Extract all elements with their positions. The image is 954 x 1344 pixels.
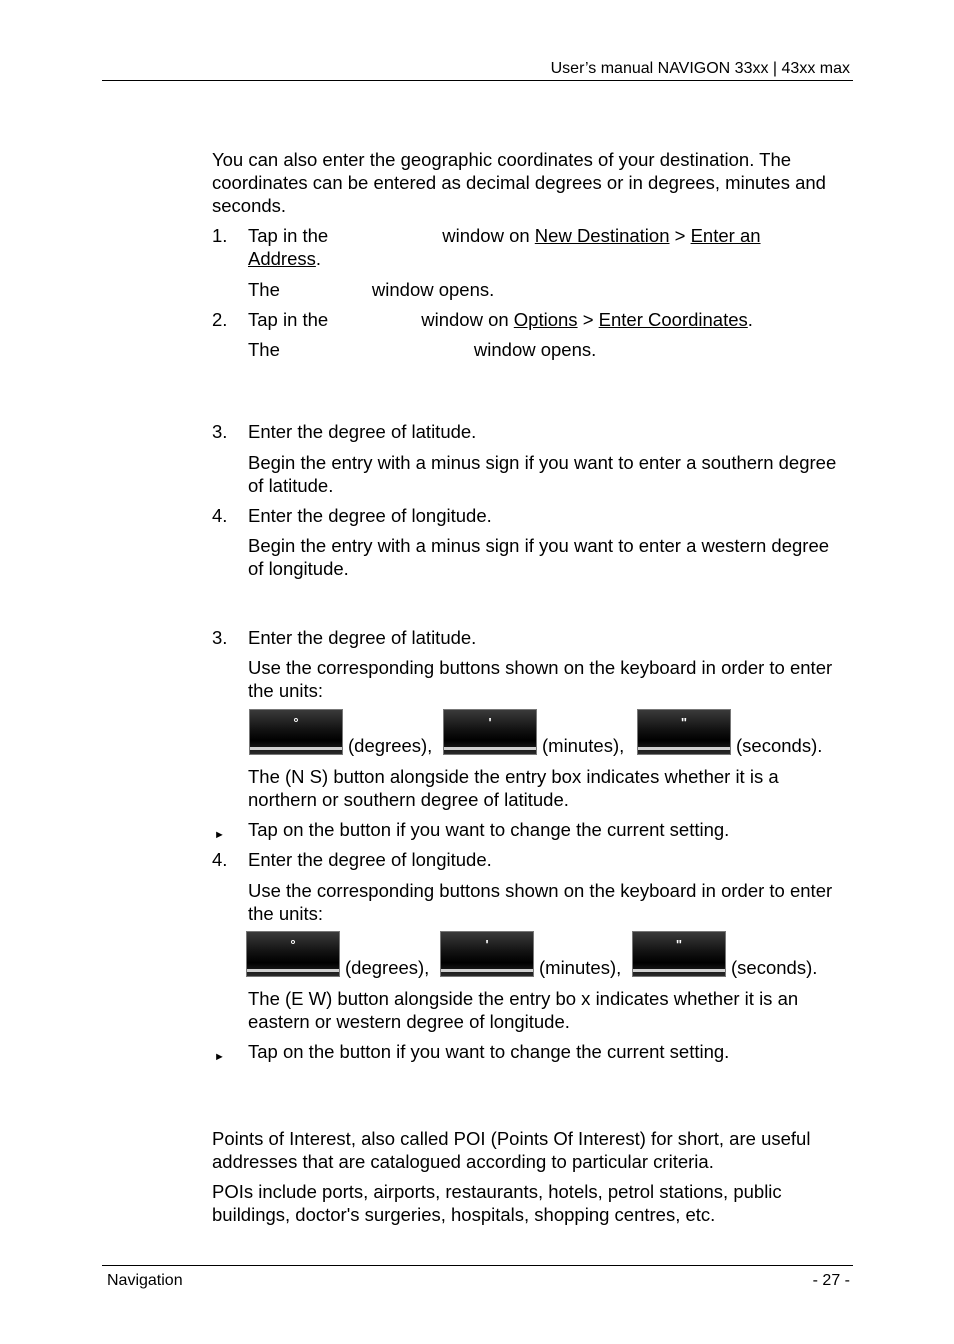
units-intro-latitude: Use the corresponding buttons shown on the keyboard in order to enter the units: [248,657,833,701]
degrees-label: (degrees), [345,957,430,978]
step-number: 3. [212,627,228,648]
new-destination-link[interactable]: New Destination [534,225,670,246]
degree-key-button[interactable] [246,931,340,977]
key-highlight [250,747,342,750]
header-rule [102,80,853,81]
minute-symbol: ' [485,937,489,952]
separator: > [582,309,594,330]
decimal-step-3-text: Enter the degree of latitude. [248,421,477,442]
step-1-result-post: window opens. [371,279,495,300]
step-1-pre: Tap in the [248,225,329,246]
step-2-result-pre: The [248,339,280,360]
key-highlight [444,747,536,750]
enter-address-link-part1[interactable]: Enter an [690,225,761,246]
footer-section: Navigation [107,1272,183,1289]
units-intro-longitude: Use the corresponding buttons shown on the keyboard in order to enter the units: [248,880,833,924]
ns-button-note: The (N S) button alongside the entry box indicates whether it is a northern or southern degree of latitude. [248,766,779,810]
page-number: - 27 - [812,1272,850,1289]
step-number: 1. [212,225,228,246]
period: . [315,248,322,269]
degrees-label: (degrees), [348,735,433,756]
minute-key-button[interactable] [443,709,537,755]
minute-symbol: ' [488,715,492,730]
period: . [747,309,753,330]
enter-coordinates-link[interactable]: Enter Coordinates [598,309,748,330]
second-key-button[interactable] [637,709,731,755]
key-highlight [638,747,730,750]
degree-symbol: ° [293,715,299,730]
second-key-button[interactable] [632,931,726,977]
key-highlight [633,969,725,972]
running-header: User’s manual NAVIGON 33xx | 43xx max [550,60,850,77]
step-2-result [248,338,848,361]
triangle-right-icon: ► [214,1051,225,1063]
seconds-label: (seconds). [736,735,823,756]
step-2-text [248,308,848,331]
poi-paragraph-2: POIs include ports, airports, restaurants, hotels, petrol stations, public buildings, doctor's surgeries, hospitals, shopping centres, etc. [212,1181,782,1225]
step-2-result-post: window opens. [473,339,597,360]
step-1-result-pre: The [248,279,280,300]
footer-rule [102,1265,853,1266]
ew-button-note: The (E W) button alongside the entry bo x indicates whether it is an eastern or western degree of longitude. [248,988,799,1032]
seconds-label: (seconds). [731,957,818,978]
bullet-instruction: Tap on the button if you want to change the current setting. [248,819,730,840]
minutes-label: (minutes), [539,957,622,978]
enter-address-link-part2[interactable]: Address [248,248,316,269]
poi-paragraph-1: Points of Interest, also called POI (Points Of Interest) for short, are useful addresses that are catalogued according to particular criteria. [212,1128,811,1172]
step-1-mid: window on [442,225,530,246]
step-1-text [248,224,848,270]
step-2-mid: window on [421,309,509,330]
step-number: 4. [212,849,228,870]
decimal-step-4-note: Begin the entry with a minus sign if you want to enter a western degree of longitude. [248,535,830,579]
second-symbol: " [675,937,683,952]
decimal-step-4-text: Enter the degree of longitude. [248,505,492,526]
dms-step-4-text: Enter the degree of longitude. [248,849,492,870]
minute-key-button[interactable] [440,931,534,977]
decimal-step-3-note: Begin the entry with a minus sign if you want to enter a southern degree of latitude. [248,452,837,496]
bullet-instruction: Tap on the button if you want to change the current setting. [248,1041,730,1062]
degree-symbol: ° [290,937,296,952]
degree-key-button[interactable] [249,709,343,755]
step-number: 3. [212,421,228,442]
step-1-result [248,278,848,301]
step-number: 4. [212,505,228,526]
triangle-right-icon: ► [214,829,225,841]
step-number: 2. [212,309,228,330]
key-highlight [441,969,533,972]
options-link[interactable]: Options [513,309,578,330]
key-highlight [247,969,339,972]
second-symbol: " [680,715,688,730]
intro-paragraph: You can also enter the geographic coordinates of your destination. The coordinates can be entered as decimal degrees or in degrees, minutes and seconds. [212,149,826,216]
separator: > [674,225,686,246]
minutes-label: (minutes), [542,735,625,756]
step-2-pre: Tap in the [248,309,329,330]
dms-step-3-text: Enter the degree of latitude. [248,627,477,648]
